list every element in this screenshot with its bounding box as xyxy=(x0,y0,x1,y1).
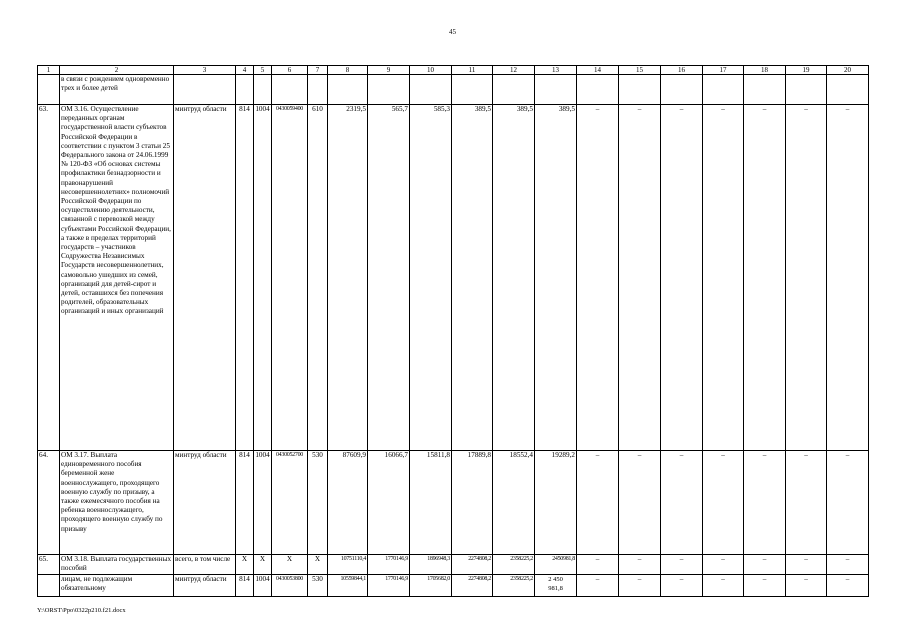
column-header: 11 xyxy=(452,66,493,75)
value-cell: 1896948,3 xyxy=(410,555,452,575)
column-header: 7 xyxy=(308,66,328,75)
value-cell: – xyxy=(577,451,619,555)
value-cell xyxy=(493,75,535,105)
value-cell xyxy=(827,75,869,105)
table-row xyxy=(38,451,869,555)
value-cell xyxy=(452,75,493,105)
value-cell xyxy=(368,75,410,105)
value-cell: 565,7 xyxy=(368,105,410,451)
row-number xyxy=(38,75,60,105)
column-header: 9 xyxy=(368,66,410,75)
column-header: 4 xyxy=(236,66,254,75)
value-cell xyxy=(786,75,827,105)
file-path-footer: Y:\ORST\Ppo\0322p210.f21.docx xyxy=(37,607,126,614)
value-cell: – xyxy=(827,451,869,555)
executor: минтруд области xyxy=(174,575,236,597)
value-cell: – xyxy=(577,555,619,575)
section-code: 1004 xyxy=(254,105,272,451)
value-cell: 389,5 xyxy=(535,105,577,451)
grbs-code: 814 xyxy=(236,451,254,555)
grbs-code: Х xyxy=(236,555,254,575)
executor: всего, в том числе xyxy=(174,555,236,575)
value-cell: – xyxy=(744,451,786,555)
value-cell: – xyxy=(619,451,661,555)
value-cell: 87609,9 xyxy=(328,451,368,555)
column-header: 16 xyxy=(661,66,703,75)
column-header: 6 xyxy=(272,66,308,75)
value-cell: – xyxy=(703,575,744,597)
grbs-code xyxy=(236,75,254,105)
value-cell: 10751110,4 xyxy=(328,555,368,575)
value-cell: – xyxy=(744,105,786,451)
row-number: 65. xyxy=(38,555,60,575)
value-cell xyxy=(410,75,452,105)
target-article-code: 0430059400 xyxy=(272,105,308,451)
column-header: 5 xyxy=(254,66,272,75)
value-cell xyxy=(661,75,703,105)
column-header: 14 xyxy=(577,66,619,75)
value-cell: – xyxy=(786,105,827,451)
column-header: 12 xyxy=(493,66,535,75)
column-header: 8 xyxy=(328,66,368,75)
row-number: 63. xyxy=(38,105,60,451)
expense-type-code: 530 xyxy=(308,575,328,597)
value-cell: 2358225,2 xyxy=(493,575,535,597)
expense-type-code: 530 xyxy=(308,451,328,555)
value-cell: – xyxy=(661,555,703,575)
value-cell xyxy=(328,75,368,105)
value-cell: – xyxy=(827,555,869,575)
value-cell xyxy=(619,75,661,105)
executor xyxy=(174,75,236,105)
value-cell: – xyxy=(619,575,661,597)
value-cell: 389,5 xyxy=(452,105,493,451)
value-cell: 2274808,2 xyxy=(452,555,493,575)
row-number: 64. xyxy=(38,451,60,555)
measure-name: в связи с рождением одновременно трех и более детей xyxy=(60,75,174,105)
column-header: 18 xyxy=(744,66,786,75)
value-cell: – xyxy=(619,105,661,451)
column-header: 17 xyxy=(703,66,744,75)
target-article-code: Х xyxy=(272,555,308,575)
measure-name: ОМ 3.16. Осуществление переданных органам государственной власти субъектов Российской Федерации в соответствии с пунктом 3 статьи 25 Федерального закона от 24.06.1999 № 120-ФЗ «Об основах системы профилактики безнадзорности и правонарушений несовершеннолетних» полномочий Российской Федерации по осуществлению деятельности, связанной с перевозкой между субъектами Российской Федерации, а также в пределах территорий государств – участников Содружества Независимых Государств несовершеннолетних, самовольно ушедших из семей, организаций для детей-сирот и детей, оставшихся без попечения родителей, образовательных организаций и иных организаций xyxy=(60,105,174,451)
value-cell: 2 450 981,8 xyxy=(535,575,577,597)
value-cell: – xyxy=(703,451,744,555)
value-cell: – xyxy=(786,575,827,597)
value-cell: 17889,8 xyxy=(452,451,493,555)
table-row xyxy=(38,555,869,575)
column-header: 20 xyxy=(827,66,869,75)
value-cell: – xyxy=(827,105,869,451)
target-article-code: 0430053800 xyxy=(272,575,308,597)
executor: минтруд области xyxy=(174,105,236,451)
measure-name: ОМ 3.18. Выплата государственных пособий xyxy=(60,555,174,575)
value-cell: 18552,4 xyxy=(493,451,535,555)
page-number: 45 xyxy=(449,28,456,36)
column-header: 10 xyxy=(410,66,452,75)
expense-type-code: 610 xyxy=(308,105,328,451)
value-cell: 15811,8 xyxy=(410,451,452,555)
measure-name: лицам, не подлежащим обязательному xyxy=(60,575,174,597)
value-cell: – xyxy=(703,105,744,451)
table-row xyxy=(38,105,869,451)
value-cell: – xyxy=(786,555,827,575)
expense-type-code: Х xyxy=(308,555,328,575)
value-cell: – xyxy=(661,451,703,555)
value-cell: – xyxy=(786,451,827,555)
value-cell: 585,3 xyxy=(410,105,452,451)
table-row xyxy=(38,75,869,105)
value-cell: – xyxy=(827,575,869,597)
executor: минтруд области xyxy=(174,451,236,555)
value-cell: – xyxy=(577,105,619,451)
column-header: 19 xyxy=(786,66,827,75)
column-header: 2 xyxy=(60,66,174,75)
value-cell: – xyxy=(661,105,703,451)
value-cell: 16066,7 xyxy=(368,451,410,555)
value-cell: – xyxy=(744,575,786,597)
grbs-code: 814 xyxy=(236,575,254,597)
grbs-code: 814 xyxy=(236,105,254,451)
column-header: 13 xyxy=(535,66,577,75)
value-cell: – xyxy=(744,555,786,575)
target-article-code xyxy=(272,75,308,105)
table-row xyxy=(38,575,869,597)
target-article-code: 0430052700 xyxy=(272,451,308,555)
section-code xyxy=(254,75,272,105)
value-cell: 2274808,2 xyxy=(452,575,493,597)
measure-name: ОМ 3.17. Выплата единовременного пособия беременной жене военнослужащего, проходящего военную службу по призыву, а также ежемесячного пособия на ребенка военнослужащего, проходящего военную службу по призыву xyxy=(60,451,174,555)
row-number xyxy=(38,575,60,597)
value-cell: – xyxy=(661,575,703,597)
value-cell: 1705682,0 xyxy=(410,575,452,597)
value-cell: 19289,2 xyxy=(535,451,577,555)
expense-type-code xyxy=(308,75,328,105)
value-cell: – xyxy=(619,555,661,575)
budget-table xyxy=(37,65,869,597)
column-number-row xyxy=(38,66,869,75)
section-code: Х xyxy=(254,555,272,575)
section-code: 1004 xyxy=(254,575,272,597)
column-header: 15 xyxy=(619,66,661,75)
value-cell xyxy=(744,75,786,105)
column-header: 1 xyxy=(38,66,60,75)
value-cell: 2319,5 xyxy=(328,105,368,451)
value-cell: 10559844,1 xyxy=(328,575,368,597)
value-cell xyxy=(577,75,619,105)
column-header: 3 xyxy=(174,66,236,75)
value-cell xyxy=(703,75,744,105)
value-cell: 1770146,9 xyxy=(368,555,410,575)
value-cell xyxy=(535,75,577,105)
value-cell: – xyxy=(577,575,619,597)
value-cell: 2358225,2 xyxy=(493,555,535,575)
value-cell: 1770146,9 xyxy=(368,575,410,597)
value-cell: – xyxy=(703,555,744,575)
value-cell: 2450981,8 xyxy=(535,555,577,575)
section-code: 1004 xyxy=(254,451,272,555)
value-cell: 389,5 xyxy=(493,105,535,451)
